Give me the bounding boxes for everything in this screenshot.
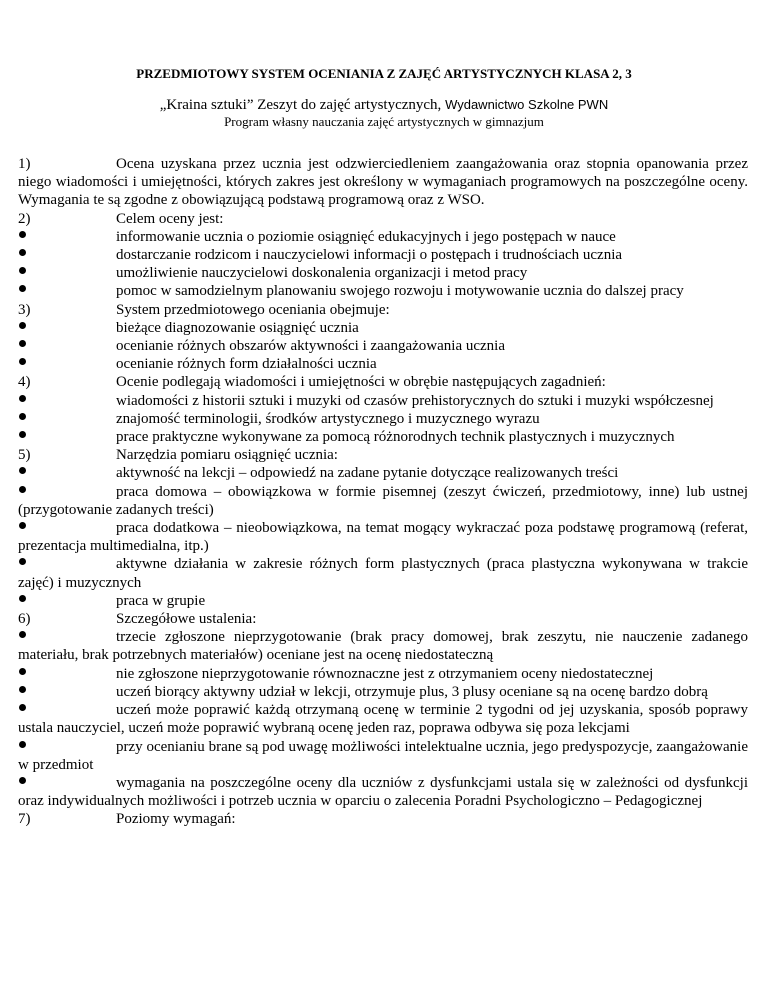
paragraph-text: Poziomy wymagań: bbox=[116, 811, 236, 828]
numbered-paragraph bbox=[18, 301, 748, 319]
paragraph-text: ocenianie różnych form działalności ucznia bbox=[116, 356, 377, 373]
item-number: 6) bbox=[18, 611, 31, 628]
paragraph-text: dostarczanie rodzicom i nauczycielowi informacji o postępach i trudnościach ucznia bbox=[116, 247, 623, 264]
paragraph-text: Narzędzia pomiaru osiągnięć ucznia: bbox=[116, 447, 338, 464]
bullet-item bbox=[18, 701, 748, 737]
item-number: 4) bbox=[18, 374, 31, 391]
paragraph-text: nie zgłoszone nieprzygotowanie równoznaczne jest z otrzymaniem oceny niedostatecznej bbox=[116, 665, 654, 682]
bullet-item bbox=[18, 428, 748, 446]
bullet-item bbox=[18, 683, 748, 701]
bullet-item bbox=[18, 464, 748, 482]
bullet-item bbox=[18, 628, 748, 664]
bullet-item bbox=[18, 282, 748, 300]
bullet-item bbox=[18, 228, 748, 246]
paragraph-text: aktywność na lekcji – odpowiedź na zadane pytanie dotyczące realizowanych treści bbox=[116, 465, 619, 482]
paragraph-text: System przedmiotowego oceniania obejmuje: bbox=[116, 301, 390, 318]
item-number: 5) bbox=[18, 447, 31, 464]
bullet-item bbox=[18, 555, 748, 591]
document-title: PRZEDMIOTOWY SYSTEM OCENIANIA Z ZAJĘĆ ARTYSTYCZNYCH KLASA 2, 3 bbox=[136, 66, 632, 81]
item-number: 3) bbox=[18, 301, 31, 318]
paragraph-text: aktywne działania w zakresie różnych form plastycznych (praca plastyczna wykonywana w trakcie zajęć) i muzycznych bbox=[18, 556, 748, 591]
paragraph-text: praca dodatkowa – nieobowiązkowa, na temat mogący wykraczać poza podstawę programową (referat, prezentacja multimedialna, itp.) bbox=[18, 520, 748, 555]
paragraph-text: uczeń biorący aktywny udział w lekcji, otrzymuje plus, 3 plusy oceniane są na ocenę bardzo dobrą bbox=[116, 683, 708, 700]
paragraph-text: informowanie ucznia o poziomie osiągnięć edukacyjnych i jego postępach w nauce bbox=[116, 228, 616, 245]
paragraph-text: praca domowa – obowiązkowa w formie pisemnej (zeszyt ćwiczeń, przedmiotowy, inne) lub ustnej (przygotowanie zadanych treści) bbox=[18, 483, 748, 518]
paragraph-text: Ocenie podlegają wiadomości i umiejętności w obrębie następujących zagadnień: bbox=[116, 374, 606, 391]
bullet-item bbox=[18, 738, 748, 774]
paragraph-text: wiadomości z historii sztuki i muzyki od czasów prehistorycznych do sztuki i muzyki współczesnej bbox=[116, 392, 714, 409]
bullet-item bbox=[18, 483, 748, 519]
bullet-item bbox=[18, 519, 748, 555]
paragraph-text: znajomość terminologii, środków artystycznego i muzycznego wyrazu bbox=[116, 410, 540, 427]
bullet-item bbox=[18, 665, 748, 683]
paragraph-text: pomoc w samodzielnym planowaniu swojego rozwoju i motywowanie ucznia do dalszej pracy bbox=[116, 283, 684, 300]
numbered-paragraph bbox=[18, 610, 748, 628]
bullet-item bbox=[18, 264, 748, 282]
item-number: 2) bbox=[18, 210, 31, 227]
bullet-item bbox=[18, 774, 748, 810]
numbered-paragraph bbox=[18, 810, 748, 828]
document-body bbox=[18, 155, 748, 829]
bullet-item bbox=[18, 410, 748, 428]
paragraph-text: prace praktyczne wykonywane za pomocą różnorodnych technik plastycznych i muzycznych bbox=[116, 429, 675, 446]
numbered-paragraph bbox=[18, 155, 748, 210]
paragraph-text: ocenianie różnych obszarów aktywności i zaangażowania ucznia bbox=[116, 338, 505, 355]
paragraph-text: bieżące diagnozowanie osiągnięć ucznia bbox=[116, 319, 359, 336]
paragraph-text: przy ocenianiu brane są pod uwagę możliwości intelektualne ucznia, jego predyspozycje, zaangażowanie w przedmiot bbox=[18, 738, 748, 773]
paragraph-text: Szczegółowe ustalenia: bbox=[116, 611, 257, 628]
program-line: Program własny nauczania zajęć artystycznych w gimnazjum bbox=[224, 114, 544, 129]
bullet-item bbox=[18, 337, 748, 355]
publisher: Wydawnictwo Szkolne PWN bbox=[445, 97, 609, 112]
item-number: 7) bbox=[18, 811, 31, 828]
paragraph-text: praca w grupie bbox=[116, 592, 206, 609]
paragraph-text: Ocena uzyskana przez ucznia jest odzwierciedleniem zaangażowania oraz stopnia opanowania przez niego wiadomości i umiejętności, których zakres jest określony w wymaganiach programowych na poszczególne oceny. Wymagania te są zgodne z obowiązującą podstawą programową oraz z WSO. bbox=[18, 156, 748, 209]
bullet-item bbox=[18, 392, 748, 410]
textbook-title: „Kraina sztuki” Zeszyt do zajęć artystycznych, bbox=[159, 97, 442, 113]
paragraph-text: wymagania na poszczególne oceny dla uczniów z dysfunkcjami ustala się w zależności od dysfunkcji oraz indywidualnych możliwości i potrzeb ucznia w oparciu o zalecenia Poradni Psychologiczno – Pedagogicznej bbox=[18, 774, 748, 810]
bullet-item bbox=[18, 592, 748, 610]
item-number: 1) bbox=[18, 156, 31, 172]
bullet-item bbox=[18, 319, 748, 337]
paragraph-text: uczeń może poprawić każdą otrzymaną ocenę w terminie 2 tygodni od jej uzyskania, sposób poprawy ustala nauczyciel, uczeń może poprawić wybraną ocenę jeden raz, poprawa odbywa się poza lekcjami bbox=[18, 702, 748, 737]
paragraph-text: trzecie zgłoszone nieprzygotowanie (brak pracy domowej, brak zeszytu, nie nauczenie zadanego materiału, brak potrzebnych materiałów) oceniane jest na ocenę niedostateczną bbox=[18, 629, 748, 664]
numbered-paragraph bbox=[18, 210, 748, 228]
paragraph-text: umożliwienie nauczycielowi doskonalenia organizacji i metod pracy bbox=[116, 265, 528, 282]
numbered-paragraph bbox=[18, 446, 748, 464]
textbook-line bbox=[0, 96, 768, 114]
bullet-item bbox=[18, 355, 748, 373]
bullet-item bbox=[18, 246, 748, 264]
paragraph-text: Celem oceny jest: bbox=[116, 210, 224, 227]
numbered-paragraph bbox=[18, 373, 748, 391]
